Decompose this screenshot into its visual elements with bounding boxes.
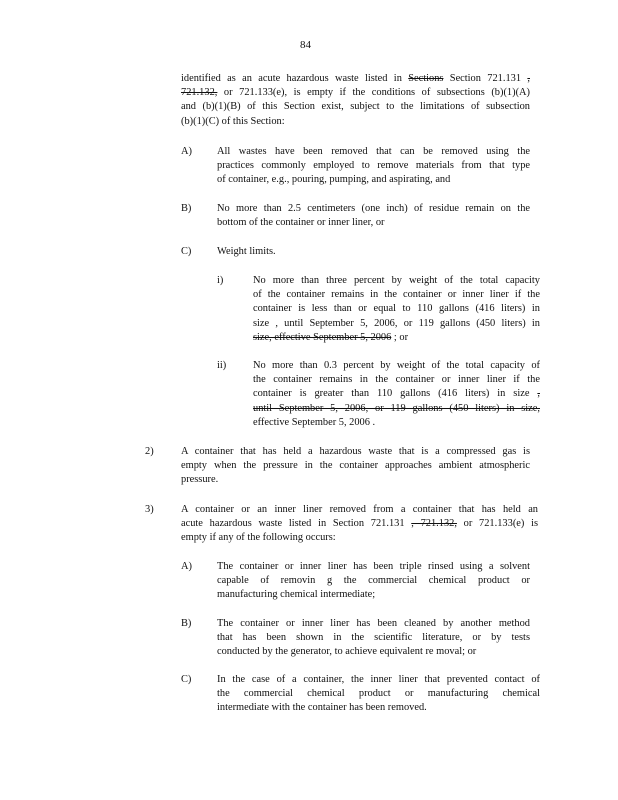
struck-text: , 721.132, — [411, 518, 457, 530]
text-line — [181, 445, 530, 459]
text-line — [181, 473, 530, 487]
text-line — [181, 100, 530, 114]
item-C-label: C) — [181, 246, 192, 257]
text-run: acute hazardous waste listed in Section 721.131 — [181, 518, 412, 530]
struck-text: , — [537, 388, 540, 400]
text-line — [253, 331, 540, 345]
struck-text: Sections — [408, 73, 444, 84]
text-line — [253, 402, 540, 416]
text-line — [217, 617, 530, 631]
text-line — [217, 701, 540, 715]
text-run: In the case of a container, the inner liner that prevented contact of — [217, 674, 540, 685]
text-line — [181, 531, 538, 545]
text-run: container is greater than 110 gallons (416 liters) in size — [253, 388, 538, 400]
item-3-B-label: B) — [181, 618, 192, 629]
item-2-text — [181, 445, 530, 488]
item-C-ii-text — [253, 359, 540, 430]
text-line — [181, 503, 538, 517]
text-run: No more than 0.3 percent by weight of the total capacity of — [253, 360, 540, 371]
text-run: ; or — [391, 331, 409, 343]
item-3-C-text — [217, 673, 540, 716]
text-run: of container, e.g., pouring, pumping, and aspirating, and — [217, 174, 451, 186]
item-3-A-text — [217, 560, 530, 603]
text-run: The container or inner liner has been cleaned by another method — [217, 618, 530, 629]
text-run: empty if any of the following occurs: — [181, 532, 336, 544]
text-run: pressure. — [181, 474, 219, 486]
item-C-i-text — [253, 274, 540, 345]
text-run: practices commonly employed to remove materials from that type — [217, 160, 530, 172]
struck-text: size, effective September 5, 2006 — [253, 331, 392, 343]
text-line — [181, 86, 530, 100]
text-run: the container remains in the container or inner liner if the — [253, 374, 540, 386]
text-run: intermediate with the container has been removed. — [217, 702, 427, 714]
item-B-label: B) — [181, 203, 192, 214]
text-line — [217, 687, 540, 701]
text-line — [181, 115, 530, 129]
text-run: and (b)(1)(B) of this Section exist, subject to the limitations of subsection — [181, 101, 530, 113]
text-run: Weight limits. — [217, 246, 276, 257]
struck-text: 721.132, — [181, 87, 218, 99]
text-run: or 721.133(e), is empty if the conditions of subsections (b)(1)(A) — [217, 87, 530, 99]
item-3-label: 3) — [145, 504, 154, 515]
item-C-ii-label: ii) — [217, 360, 227, 371]
text-run: size , until September 5, 2006, or 119 gallons (450 liters) in — [253, 317, 540, 329]
text-run: A container or an inner liner removed from a container that has held an — [181, 504, 538, 515]
text-line — [181, 72, 530, 86]
text-line — [253, 387, 540, 401]
text-line — [217, 645, 530, 659]
text-line — [253, 274, 540, 288]
text-run: the commercial chemical product or manufacturing chemical — [217, 688, 540, 700]
text-run: conducted by the generator, to achieve equivalent re moval; or — [217, 646, 477, 658]
text-run: effective September 5, 2006 . — [253, 416, 376, 428]
item-C-text — [217, 245, 530, 259]
text-line — [253, 302, 540, 316]
item-A-label: A) — [181, 146, 192, 157]
text-run: empty when the pressure in the container approaches ambient atmospheric — [181, 460, 530, 472]
text-line — [253, 373, 540, 387]
text-line — [217, 216, 530, 230]
item-2-label: 2) — [145, 446, 154, 457]
text-run: The container or inner liner has been triple rinsed using a solvent — [217, 561, 530, 572]
text-line — [253, 317, 540, 331]
text-line — [253, 359, 540, 373]
text-line — [253, 288, 540, 302]
text-line — [217, 145, 530, 159]
intro-paragraph — [181, 72, 530, 129]
text-line — [217, 673, 540, 687]
text-line — [217, 159, 530, 173]
item-3-A-label: A) — [181, 561, 192, 572]
text-run: Section 721.131 — [443, 73, 528, 84]
text-run: All wastes have been removed that can be removed using the — [217, 146, 530, 157]
item-3-text — [181, 503, 538, 546]
struck-text: , — [527, 73, 530, 84]
struck-text: until September 5, 2006, or 119 gallons (450 liters) in size, — [253, 402, 540, 414]
text-run: of the container remains in the container or inner liner if the — [253, 289, 540, 301]
text-run: A container that has held a hazardous waste that is a compressed gas is — [181, 446, 530, 457]
item-A-text — [217, 145, 530, 188]
text-run: that has been shown in the scientific literature, or by tests — [217, 632, 530, 644]
item-3-B-text — [217, 617, 530, 660]
text-line — [217, 631, 530, 645]
text-line — [181, 517, 538, 531]
item-3-C-label: C) — [181, 674, 192, 685]
item-C-i-label: i) — [217, 275, 224, 286]
text-line — [217, 560, 530, 574]
text-run: capable of removin g the commercial chemical product or — [217, 575, 530, 587]
item-B-text — [217, 202, 530, 230]
text-line — [253, 416, 540, 430]
text-line — [217, 574, 530, 588]
text-line — [217, 173, 530, 187]
text-run: (b)(1)(C) of this Section: — [181, 115, 285, 127]
text-run: identified as an acute hazardous waste listed in — [181, 73, 409, 84]
text-run: container is less than or equal to 110 gallons (416 liters) in — [253, 303, 540, 315]
text-line — [181, 459, 530, 473]
text-run: or 721.133(e) is — [456, 518, 538, 530]
page-number: 84 — [300, 39, 311, 51]
text-run: manufacturing chemical intermediate; — [217, 589, 376, 601]
text-line — [217, 245, 530, 259]
text-run: bottom of the container or inner liner, or — [217, 217, 385, 229]
text-line — [217, 202, 530, 216]
text-run: No more than three percent by weight of the total capacity — [253, 275, 540, 286]
text-line — [217, 588, 530, 602]
text-run: No more than 2.5 centimeters (one inch) of residue remain on the — [217, 203, 530, 214]
